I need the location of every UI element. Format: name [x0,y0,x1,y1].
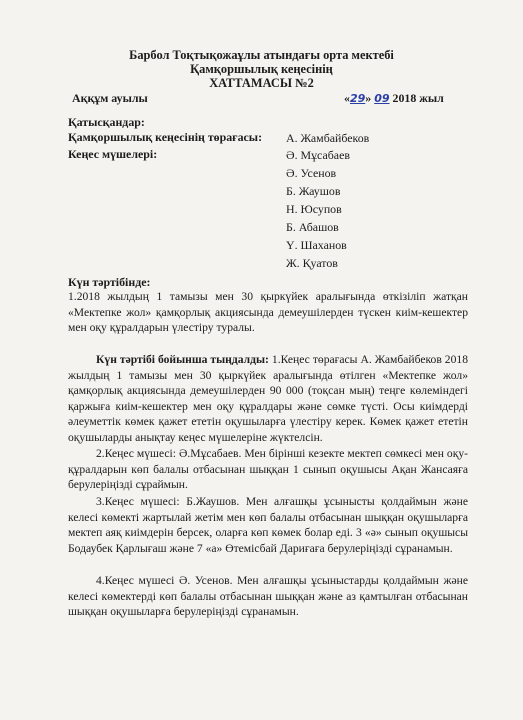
member-item: Н. Юсупов [286,202,342,216]
agenda-item: 1.2018 жылдың 1 тамызы мен 30 қыркүйек аралығында өткізіліп жатқан «Мектепке жол» қамқорлық акциясында демеушілерден түскен киім-кешектер мен оқу құралдарын үлестіру туралы. [68,290,468,335]
chair-name: А. Жамбайбеков [286,131,370,145]
member-item: Ү. Шаханов [286,238,347,252]
date-month: 09 [374,92,390,105]
member-item: Б. Жаушов [286,184,341,198]
date-day: 29 [349,92,366,105]
member-item: Ә. Усенов [286,166,337,180]
date-open-quote: « [344,91,350,105]
protocol-date [344,91,444,106]
discussion-paragraph-1 [68,352,468,446]
protocol-title: ХАТТАМАСЫ №2 [209,76,314,90]
attendees-heading: Қатысқандар: [68,115,145,129]
members-label: Кеңес мүшелері: [68,147,158,161]
member-item: Ә. Мұсабаев [286,148,350,162]
member-item: Ж. Қуатов [286,256,338,270]
date-year: 2018 жыл [392,91,444,105]
member-item: Б. Абашов [286,220,339,234]
agenda-heading: Күн тәртібінде: [68,275,151,289]
village-name: Аққұм ауылы [72,91,148,105]
discussion-paragraph-2: 2.Кеңес мүшесі: Ә.Мұсабаев. Мен бірінші кезекте мектеп сөмкесі мен оқу-құралдарын көп балалы отбасынан шыққан 1 сынып оқушысы Ақан Жансаяға берулеріңізді сұраймын. [68,447,468,492]
council-title: Қамқоршылық кеңесінің [190,62,333,76]
discussion-lead: Күн тәртібі бойынша тыңдалды: [96,353,269,366]
discussion-paragraph-4: 4.Кеңес мүшесі Ә. Усенов. Мен алғашқы ұсыныстарды қолдаймын және келесі көмектерді көп балалы отбасынан шыққан және аз қамтылған отбасынан шыққан оқушыларға берулеріңізді сұранамын. [68,574,468,619]
discussion-paragraph-3: 3.Кеңес мүшесі: Б.Жаушов. Мен алғашқы ұсынысты қолдаймын және келесі көмекті жартылай жетім мен көп балалы отбасынан шыққан оқушыларға мектеп аяқ киімдерін берсек, оларға көп көмек болар еді. 3 «ә» сынып оқушысы Бодаубек Қарлығаш және 7 «а» Өтемісбай Дариғаға берулеріңізді сұранамын. [68,495,468,555]
discussion-text-1: 1.Кеңес төрағасы А. Жамбайбеков 2018 жылдың 1 тамызы мен 30 қыркүйек аралығында өтілген «Мектепке жол» қамқорлық акциясында демеушілерден 90 000 (тоқсан мың) теңге көлеміндегі қаржыға киім-кешектер мен оқу құралдары және сөмке түсті. Осы киімдерді әлеуметтік көмек қажет ететін оқушыларға үлестіру керек. Көмек қажет ететін оқушыларды анықтау кеңес мүшелеріне жүктелсін. [68,353,468,444]
date-separator: » [365,91,372,105]
chair-label: Қамқоршылық кеңесінің төрағасы: [68,130,263,144]
school-name: Барбол Тоқтықожаұлы атындағы орта мектебі [129,48,394,62]
